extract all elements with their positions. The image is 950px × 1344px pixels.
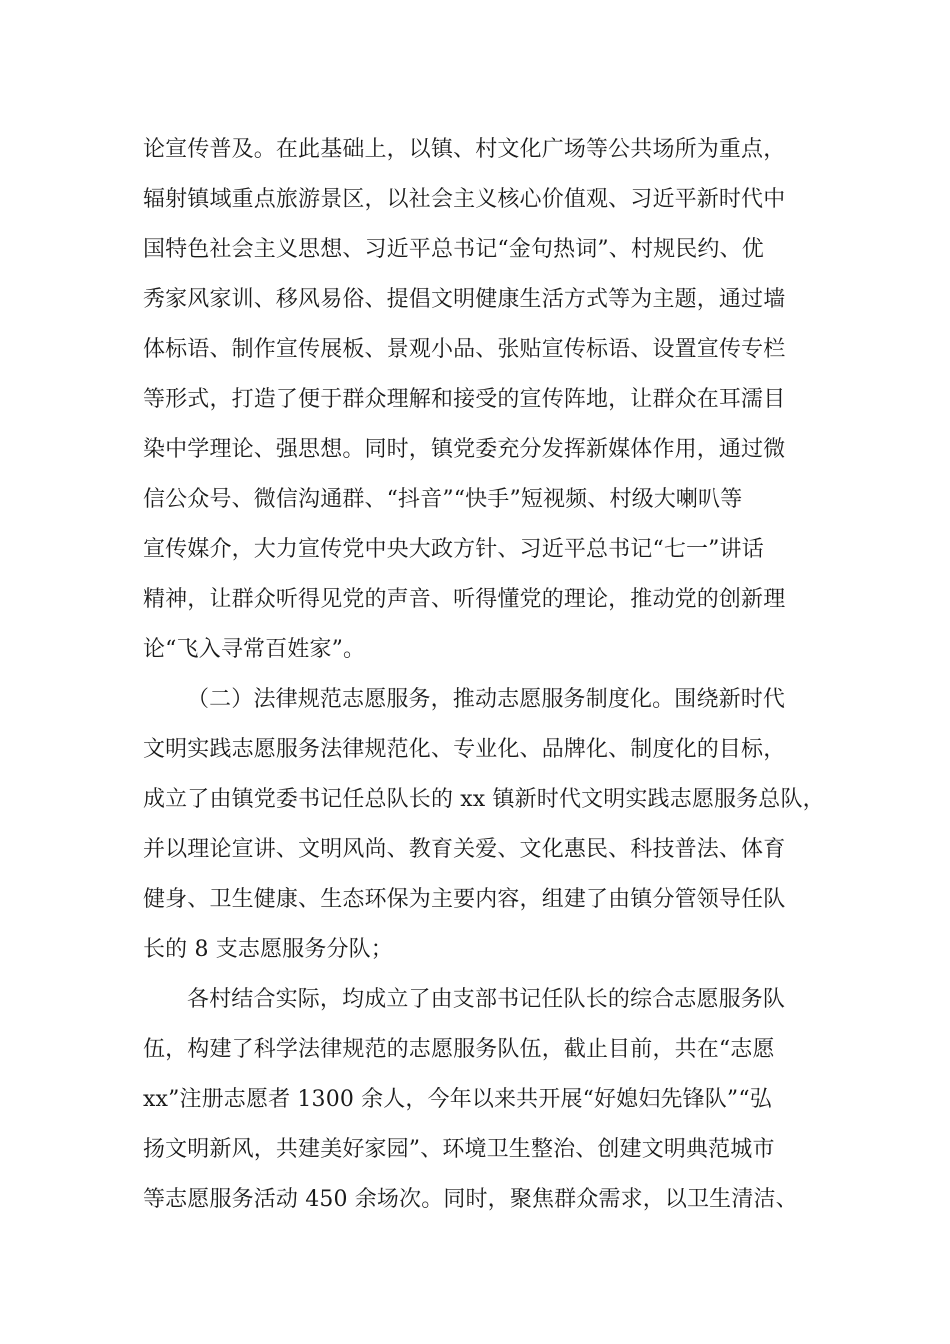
text-line: 健身、卫生健康、生态环保为主要内容，组建了由镇分管领导任队: [143, 887, 786, 912]
text-line: 等形式，打造了便于群众理解和接受的宣传阵地，让群众在耳濡目: [143, 387, 786, 412]
text-line: 体标语、制作宣传展板、景观小品、张贴宣传标语、设置宣传专栏: [143, 337, 786, 362]
text-line: 论“飞入寻常百姓家”。: [143, 637, 366, 662]
text-line: 并以理论宣讲、文明风尚、教育关爱、文化惠民、科技普法、体育: [143, 837, 786, 862]
text-line: 扬文明新风，共建美好家园”、环境卫生整治、创建文明典范城市: [143, 1137, 775, 1162]
text-line: 长的 8 支志愿服务分队；: [143, 937, 393, 962]
text-line: 文明实践志愿服务法律规范化、专业化、品牌化、制度化的目标，: [143, 737, 786, 762]
text-line: 秀家风家训、移风易俗、提倡文明健康生活方式等为主题，通过墙: [143, 287, 786, 312]
text-line: 辐射镇域重点旅游景区，以社会主义核心价值观、习近平新时代中: [143, 187, 786, 212]
text-line: 论宣传普及。在此基础上，以镇、村文化广场等公共场所为重点，: [143, 137, 786, 162]
text-line-indented: 各村结合实际，均成立了由支部书记任队长的综合志愿服务队: [187, 987, 786, 1012]
text-line-indented: （二）法律规范志愿服务，推动志愿服务制度化。围绕新时代: [187, 687, 786, 712]
text-line: 等志愿服务活动 450 余场次。同时，聚焦群众需求，以卫生清洁、: [143, 1187, 798, 1212]
text-line: 精神，让群众听得见党的声音、听得懂党的理论，推动党的创新理: [143, 587, 786, 612]
text-line: 国特色社会主义思想、习近平总书记“金句热词”、村规民约、优: [143, 237, 764, 262]
text-line: 伍，构建了科学法律规范的志愿服务队伍，截止目前，共在“志愿: [143, 1037, 775, 1062]
text-line: 宣传媒介，大力宣传党中央大政方针、习近平总书记“七一”讲话: [143, 537, 764, 562]
text-line: 染中学理论、强思想。同时，镇党委充分发挥新媒体作用，通过微: [143, 437, 786, 462]
text-line: xx”注册志愿者 1300 余人，今年以来共开展“好媳妇先锋队”“弘: [143, 1087, 772, 1112]
text-line: 信公众号、微信沟通群、“抖音”“快手”短视频、村级大喇叭等: [143, 487, 743, 512]
text-line: 成立了由镇党委书记任总队长的 xx 镇新时代文明实践志愿服务总队，: [143, 787, 825, 812]
